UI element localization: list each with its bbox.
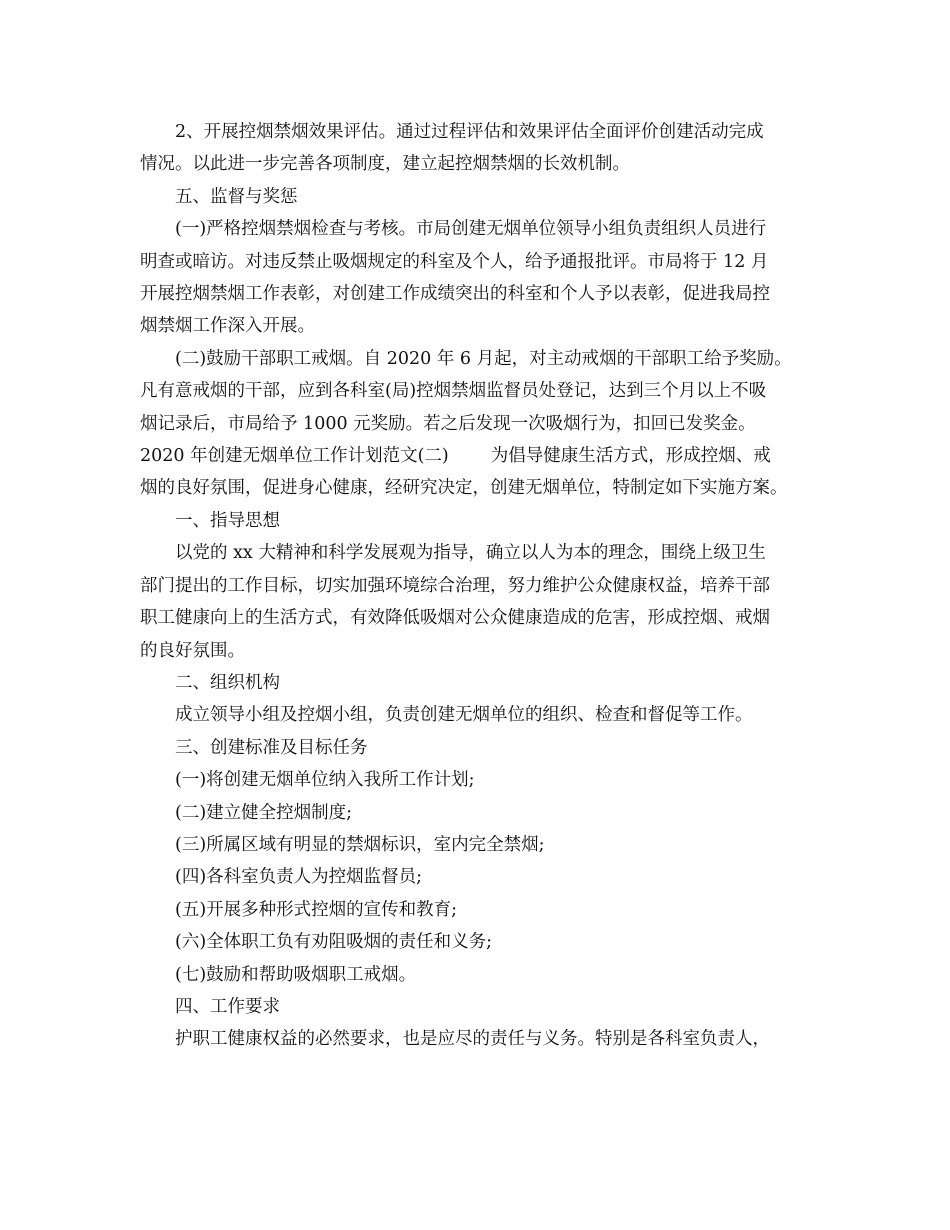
- section-heading: 二、组织机构: [175, 672, 280, 693]
- paragraph-line: 烟记录后，市局给予 1000 元奖励。若之后发现一次吸烟行为，扣回已发奖金。: [140, 413, 756, 434]
- document-body: [140, 116, 820, 1056]
- list-item: (七)鼓励和帮助吸烟职工戒烟。: [175, 964, 417, 985]
- paragraph-line: 部门提出的工作目标，切实加强环境综合治理，努力维护公众健康权益，培养干部: [140, 575, 770, 596]
- section-heading: 三、创建标准及目标任务: [175, 737, 368, 758]
- paragraph-line: 以党的 xx 大精神和科学发展观为指导，确立以人为本的理念，围绕上级卫生: [175, 543, 766, 564]
- list-item: (二)建立健全控烟制度;: [175, 802, 353, 823]
- list-item: (一)将创建无烟单位纳入我所工作计划;: [175, 770, 475, 791]
- section-heading: 四、工作要求: [175, 996, 280, 1017]
- paragraph-line: 烟禁烟工作深入开展。: [140, 316, 315, 337]
- document-title: 2020 年创建无烟单位工作计划范文(二): [140, 446, 449, 467]
- paragraph-line: 2、开展控烟禁烟效果评估。通过过程评估和效果评估全面评价创建活动完成: [175, 122, 764, 142]
- paragraph-line: 职工健康向上的生活方式，有效降低吸烟对公众健康造成的危害，形成控烟、戒烟: [140, 608, 770, 629]
- list-item: (四)各科室负责人为控烟监督员;: [175, 867, 423, 888]
- intro-text: 为倡导健康生活方式，形成控烟、戒: [490, 446, 771, 467]
- section-heading: 一、指导思想: [175, 510, 280, 531]
- paragraph-line: (一)严格控烟禁烟检查与考核。市局创建无烟单位领导小组负责组织人员进行: [175, 219, 767, 240]
- paragraph-line: 情况。以此进一步完善各项制度，建立起控烟禁烟的长效机制。: [140, 154, 630, 175]
- list-item: (六)全体职工负有劝阻吸烟的责任和义务;: [175, 932, 493, 953]
- paragraph-line: (二)鼓励干部职工戒烟。自 2020 年 6 月起，对主动戒烟的干部职工给予奖励。: [175, 348, 792, 369]
- paragraph-line: 成立领导小组及控烟小组，负责创建无烟单位的组织、检查和督促等工作。: [175, 705, 753, 726]
- paragraph-line: [140, 440, 820, 472]
- list-item: (五)开展多种形式控烟的宣传和教育;: [175, 899, 458, 920]
- list-item: (三)所属区域有明显的禁烟标识，室内完全禁烟;: [175, 834, 545, 855]
- paragraph-line: 开展控烟禁烟工作表彰，对创建工作成绩突出的科室和个人予以表彰，促进我局控: [140, 284, 770, 305]
- paragraph-line: 护职工健康权益的必然要求，也是应尽的责任与义务。特别是各科室负责人，: [175, 1029, 770, 1050]
- paragraph-line: 明查或暗访。对违反禁止吸烟规定的科室及个人，给予通报批评。市局将于 12 月: [140, 251, 769, 272]
- paragraph-line: 烟的良好氛围，促进身心健康，经研究决定，创建无烟单位，特制定如下实施方案。: [140, 478, 788, 499]
- section-heading: 五、监督与奖惩: [175, 186, 298, 207]
- paragraph-line: 凡有意戒烟的干部，应到各科室(局)控烟禁烟监督员处登记，达到三个月以上不吸: [140, 381, 767, 402]
- paragraph-line: 的良好氛围。: [140, 640, 245, 661]
